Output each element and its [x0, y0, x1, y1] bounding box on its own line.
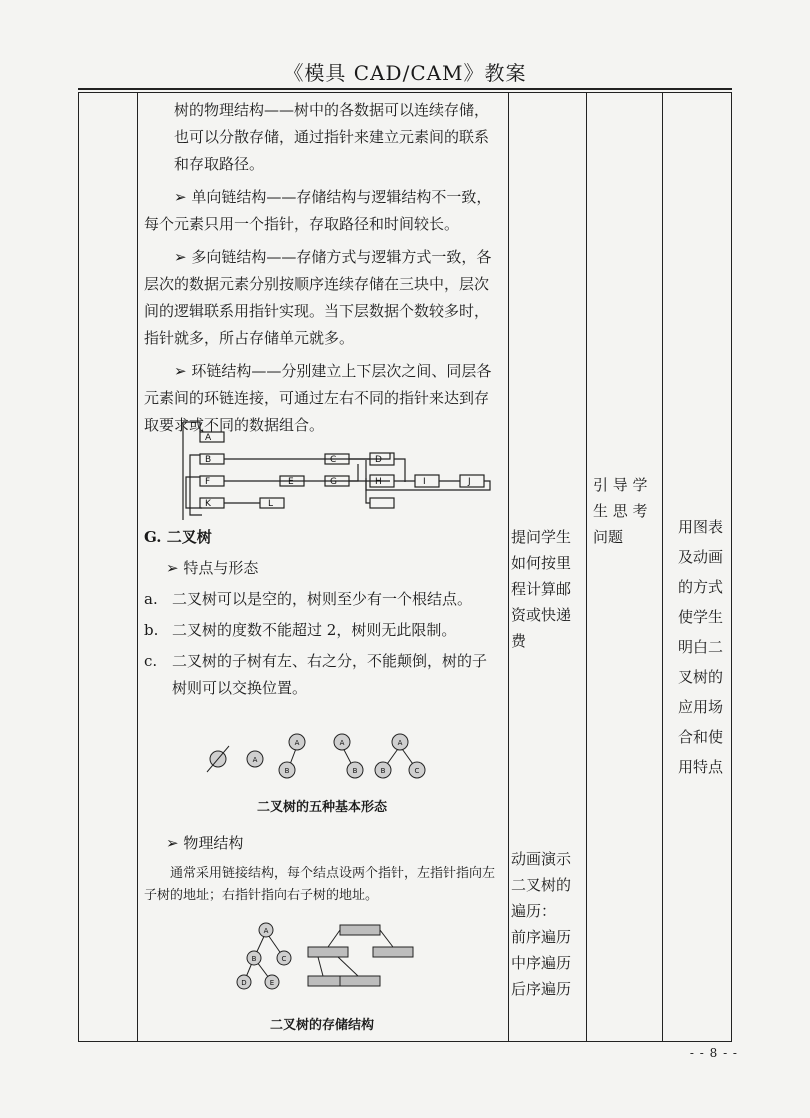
ring-node: H	[375, 477, 382, 487]
paragraph-physical-structure: 树的物理结构——树中的各数据可以连续存储，也可以分散存储，通过指针来建立元素间的联系和存取路径。	[174, 101, 490, 173]
col5-line: 用特点	[678, 758, 724, 776]
bullet-multi-chain: ➢ 多向链结构——存储方式与逻辑方式一致，各层次的数据元素分别按顺序连续存储在三块中，层次间的逻辑联系用指针实现。当下层数据个数较多时，指针就多，所占存储单元就多。	[144, 248, 492, 347]
col3-line: 中序遍历	[511, 954, 572, 972]
col5-line: 合和使	[678, 728, 724, 746]
storage-node: C	[281, 955, 287, 963]
form-node: B	[284, 767, 290, 775]
col3-line: 前序遍历	[511, 928, 572, 946]
content-physical	[144, 830, 500, 907]
bullet-single-chain: ➢ 单向链结构——存储结构与逻辑结构不一致，每个元素只用一个指针，存取路径和时间较长。	[144, 188, 492, 233]
header-rule	[78, 88, 732, 90]
col3-line: 资或快递	[511, 606, 572, 624]
ring-node: C	[330, 455, 337, 465]
col3-line: 提问学生	[511, 528, 572, 546]
form-node: C	[414, 767, 420, 775]
ring-node: B	[205, 455, 212, 465]
col5-line: 用图表	[678, 518, 724, 536]
list-marker: b.	[144, 621, 159, 639]
col3-line: 动画演示	[511, 850, 572, 868]
col3-questions	[511, 524, 585, 654]
content-upper	[144, 97, 500, 439]
col5-line: 应用场	[678, 698, 724, 716]
column-divider	[662, 93, 663, 1041]
col5-line: 明白二	[678, 638, 724, 656]
section-heading-binary-tree: G. 二叉树	[144, 528, 212, 546]
storage-node: A	[263, 927, 269, 935]
ring-node: K	[205, 499, 211, 509]
col4-guide	[593, 472, 659, 550]
form-node: A	[252, 756, 258, 764]
col5-line: 的方式	[678, 578, 724, 596]
ring-node: D	[375, 455, 382, 465]
ring-node: F	[205, 477, 211, 487]
col3-line: 后序遍历	[511, 980, 572, 998]
ring-node: G	[330, 477, 337, 487]
storage-node: D	[241, 979, 247, 987]
form-node: B	[352, 767, 358, 775]
content-binary-tree	[144, 524, 500, 702]
col3-line: 遍历：	[511, 902, 557, 920]
ring-node: E	[288, 477, 294, 487]
storage-node: B	[251, 955, 257, 963]
caption-storage: 二叉树的存储结构	[269, 1018, 374, 1033]
list-marker: c.	[144, 652, 158, 670]
list-item	[144, 617, 500, 644]
paragraph-link-structure: 通常采用链接结构，每个结点设两个指针，左指针指向左子树的地址；右指针指向右子树的地址。	[144, 866, 496, 903]
col5-line: 及动画	[678, 548, 724, 566]
list-item	[144, 648, 500, 702]
col3-animation	[511, 846, 585, 1002]
col3-line: 如何按里	[511, 554, 572, 572]
list-item	[144, 586, 500, 613]
list-text: 二叉树的子树有左、右之分，不能颠倒，树的子树则可以交换位置。	[172, 652, 488, 697]
binary-tree-storage-diagram	[228, 920, 428, 1000]
list-text: 二叉树的度数不能超过 2，树则无此限制。	[172, 621, 457, 639]
col4-line: 引 导 学	[593, 476, 648, 494]
col5-line: 叉树的	[678, 668, 724, 686]
form-node: A	[397, 739, 403, 747]
form-node: A	[294, 739, 300, 747]
ring-node: I	[423, 477, 426, 487]
list-marker: a.	[144, 590, 158, 608]
col3-line: 二叉树的	[511, 876, 572, 894]
col3-line: 费	[511, 632, 527, 650]
ring-node: A	[205, 433, 212, 443]
page-number: - - 8 - -	[689, 1046, 738, 1060]
col3-line: 程计算邮	[511, 580, 572, 598]
col4-line: 生 思 考	[593, 502, 648, 520]
column-divider	[508, 93, 509, 1041]
ring-chain-diagram	[180, 420, 500, 520]
ring-node: L	[268, 499, 274, 509]
column-divider	[137, 93, 138, 1041]
subheading-physical-structure: ➢ 物理结构	[166, 834, 244, 852]
caption-five-forms: 二叉树的五种基本形态	[256, 800, 387, 815]
col5-notes	[678, 512, 734, 782]
list-text: 二叉树可以是空的，树则至少有一个根结点。	[172, 590, 473, 608]
col4-line: 问题	[593, 528, 624, 546]
column-divider	[586, 93, 587, 1041]
binary-tree-forms-diagram	[205, 732, 445, 782]
bullet-ring-chain: ➢ 环链结构——分别建立上下层次之间、同层各元素间的环链连接，可通过左右不同的指针来达到存取要求或不同的数据组合。	[144, 362, 492, 434]
form-node: A	[339, 739, 345, 747]
form-node: B	[380, 767, 386, 775]
subheading-features: ➢ 特点与形态	[166, 559, 259, 577]
feature-list	[144, 586, 500, 702]
col5-line: 使学生	[678, 608, 724, 626]
ring-node: J	[468, 477, 471, 487]
storage-node: E	[269, 979, 275, 987]
header-title: 《模具 CAD/CAM》教案	[283, 61, 527, 85]
